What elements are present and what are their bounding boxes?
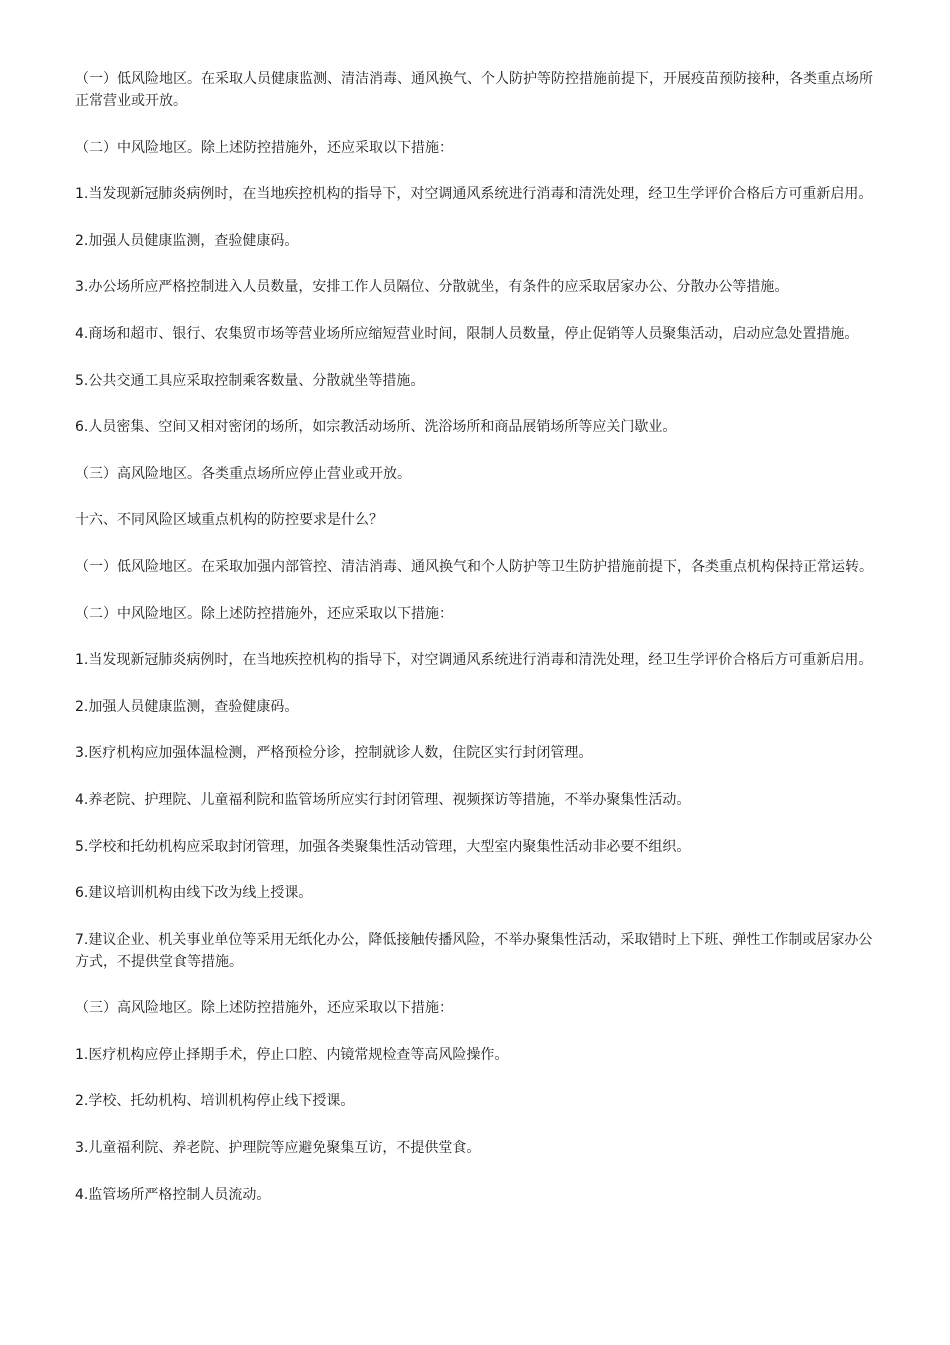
list-item: 4.监管场所严格控制人员流动。 — [75, 1186, 271, 1203]
section-heading-16: 十六、不同风险区域重点机构的防控要求是什么？ — [75, 512, 383, 529]
list-item: 3.儿童福利院、养老院、护理院等应避免聚集互访，不提供堂食。 — [75, 1140, 481, 1157]
list-item: 3.医疗机构应加强体温检测，严格预检分诊，控制就诊人数，住院区实行封闭管理。 — [75, 745, 593, 762]
list-item: 1.医疗机构应停止择期手术，停止口腔、内镜常规检查等高风险操作。 — [75, 1046, 509, 1063]
paragraph-high-risk-institutions: （三）高风险地区。除上述防控措施外，还应采取以下措施： — [75, 1000, 453, 1017]
paragraph-medium-risk-institutions: （二）中风险地区。除上述防控措施外，还应采取以下措施： — [75, 605, 453, 622]
list-item: 7.建议企业、机关事业单位等采用无纸化办公，降低接触传播风险，不举办聚集性活动，采取错时上下班、弹性工作制或居家办公方式，不提供堂食等措施。 — [75, 931, 873, 970]
paragraph-low-risk-places: （一）低风险地区。在采取人员健康监测、清洁消毒、通风换气、个人防护等防控措施前提下，开展疫苗预防接种，各类重点场所正常营业或开放。 — [75, 71, 873, 109]
list-item: 4.养老院、护理院、儿童福利院和监管场所应实行封闭管理、视频探访等措施，不举办聚集性活动。 — [75, 791, 691, 808]
list-item: 5.学校和托幼机构应采取封闭管理，加强各类聚集性活动管理，大型室内聚集性活动非必要不组织。 — [75, 838, 691, 855]
list-item: 1.当发现新冠肺炎病例时，在当地疾控机构的指导下，对空调通风系统进行消毒和清洗处理，经卫生学评价合格后方可重新启用。 — [75, 186, 873, 203]
list-item: 3.办公场所应严格控制进入人员数量，安排工作人员隔位、分散就坐，有条件的应采取居家办公、分散办公等措施。 — [75, 279, 789, 296]
paragraph-medium-risk-places: （二）中风险地区。除上述防控措施外，还应采取以下措施： — [75, 139, 453, 156]
paragraph-high-risk-places: （三）高风险地区。各类重点场所应停止营业或开放。 — [75, 465, 411, 482]
paragraph-low-risk-institutions: （一）低风险地区。在采取加强内部管控、清洁消毒、通风换气和个人防护等卫生防护措施前提下，各类重点机构保持正常运转。 — [75, 558, 873, 575]
list-item: 2.加强人员健康监测，查验健康码。 — [75, 698, 299, 715]
list-item: 2.学校、托幼机构、培训机构停止线下授课。 — [75, 1093, 355, 1110]
list-item: 6.人员密集、空间又相对密闭的场所，如宗教活动场所、洗浴场所和商品展销场所等应关门歇业。 — [75, 419, 677, 436]
list-item: 2.加强人员健康监测，查验健康码。 — [75, 232, 299, 249]
list-item: 1.当发现新冠肺炎病例时，在当地疾控机构的指导下，对空调通风系统进行消毒和清洗处理，经卫生学评价合格后方可重新启用。 — [75, 652, 873, 669]
list-item: 6.建议培训机构由线下改为线上授课。 — [75, 885, 313, 902]
list-item: 5.公共交通工具应采取控制乘客数量、分散就坐等措施。 — [75, 372, 425, 389]
list-item: 4.商场和超市、银行、农集贸市场等营业场所应缩短营业时间，限制人员数量，停止促销等人员聚集活动，启动应急处置措施。 — [75, 325, 859, 342]
